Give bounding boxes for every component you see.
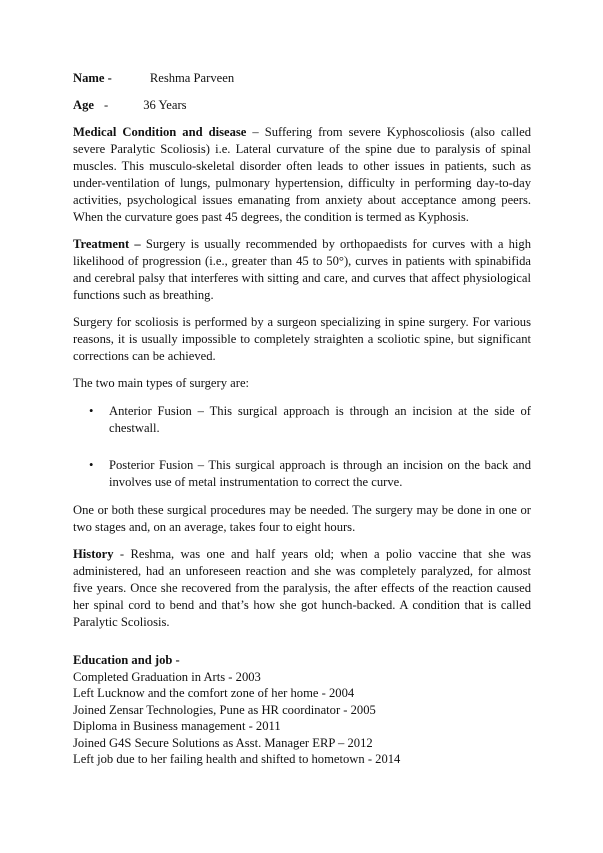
list-item: Left job due to her failing health and shifted to hometown - 2014 — [73, 752, 401, 766]
education-heading: Education and job - — [73, 653, 180, 667]
history-paragraph — [73, 546, 531, 631]
medical-paragraph — [73, 124, 531, 226]
history-text: - Reshma, was one and half years old; when a polio vaccine that she was administered, had an unforeseen reaction and she was completely paralyzed, for almost five years. Once she recovered from the paralysis, the after effects of the reaction caused her spinal cord to bend and that’s how she got hunch-backed. A condition that is called Paralytic Scoliosis. — [73, 547, 531, 629]
surgery-types-list — [73, 403, 531, 491]
list-item: Joined Zensar Technologies, Pune as HR coordinator - 2005 — [73, 702, 376, 717]
procedures-paragraph: One or both these surgical procedures may be needed. The surgery may be done in one or two stages and, on an average, takes four to eight hours. — [73, 503, 531, 534]
medical-label: Medical Condition and disease — [73, 125, 247, 139]
list-item — [73, 403, 531, 437]
history-label: History — [73, 547, 114, 561]
bullet-icon: • — [89, 458, 94, 472]
age-value: 36 Years — [143, 98, 187, 112]
age-label: Age — [73, 98, 94, 112]
bullet-text: Anterior Fusion – This surgical approach is through an incision at the side of chestwall. — [109, 404, 531, 435]
name-value: Reshma Parveen — [149, 71, 235, 85]
bullet-icon: • — [89, 404, 94, 418]
age-separator: - — [103, 98, 109, 112]
treatment-label: Treatment – — [73, 237, 141, 251]
name-label: Name - — [73, 71, 112, 85]
medical-text: – Suffering from severe Kyphoscoliosis (also called severe Paralytic Scoliosis) i.e. Lateral curvature of the spine due to paralysis of spinal muscles. This musculo-skeletal disorder often leads to other issues in patients, such as under-ventilation of lungs, pulmonary hypertension, difficulty in performing day-to-day activities, psychological issues emanating from anxiety about acceptance among peers. When the curvature goes past 45 degrees, the condition is termed as Kyphosis. — [73, 125, 531, 224]
treatment-paragraph — [73, 236, 531, 304]
surgery-paragraph: Surgery for scoliosis is performed by a surgeon specializing in spine surgery. For various reasons, it is usually impossible to completely straighten a scoliotic spine, but significant corrections can be achieved. — [73, 315, 531, 363]
list-item: Left Lucknow and the comfort zone of her home - 2004 — [73, 686, 355, 700]
age-row — [73, 97, 531, 114]
list-item: Completed Graduation in Arts - 2003 — [73, 669, 261, 684]
document-page — [73, 70, 531, 768]
treatment-text: Surgery is usually recommended by orthopaedists for curves with a high likelihood of progression (i.e., greater than 45 to 50°), curves in patients with spinabifida and cerebral palsy that interferes with sitting and care, and curves that affect physiological functions such as breathing. — [73, 237, 531, 302]
list-item — [73, 457, 531, 491]
list-item: Diploma in Business management - 2011 — [73, 719, 281, 733]
bullet-text: Posterior Fusion – This surgical approach is through an incision on the back and involves use of metal instrumentation to correct the curve. — [109, 458, 531, 489]
education-section — [73, 652, 531, 768]
surgery-types-intro: The two main types of surgery are: — [73, 376, 250, 390]
name-row — [73, 70, 531, 87]
list-item: Joined G4S Secure Solutions as Asst. Manager ERP – 2012 — [73, 735, 373, 750]
